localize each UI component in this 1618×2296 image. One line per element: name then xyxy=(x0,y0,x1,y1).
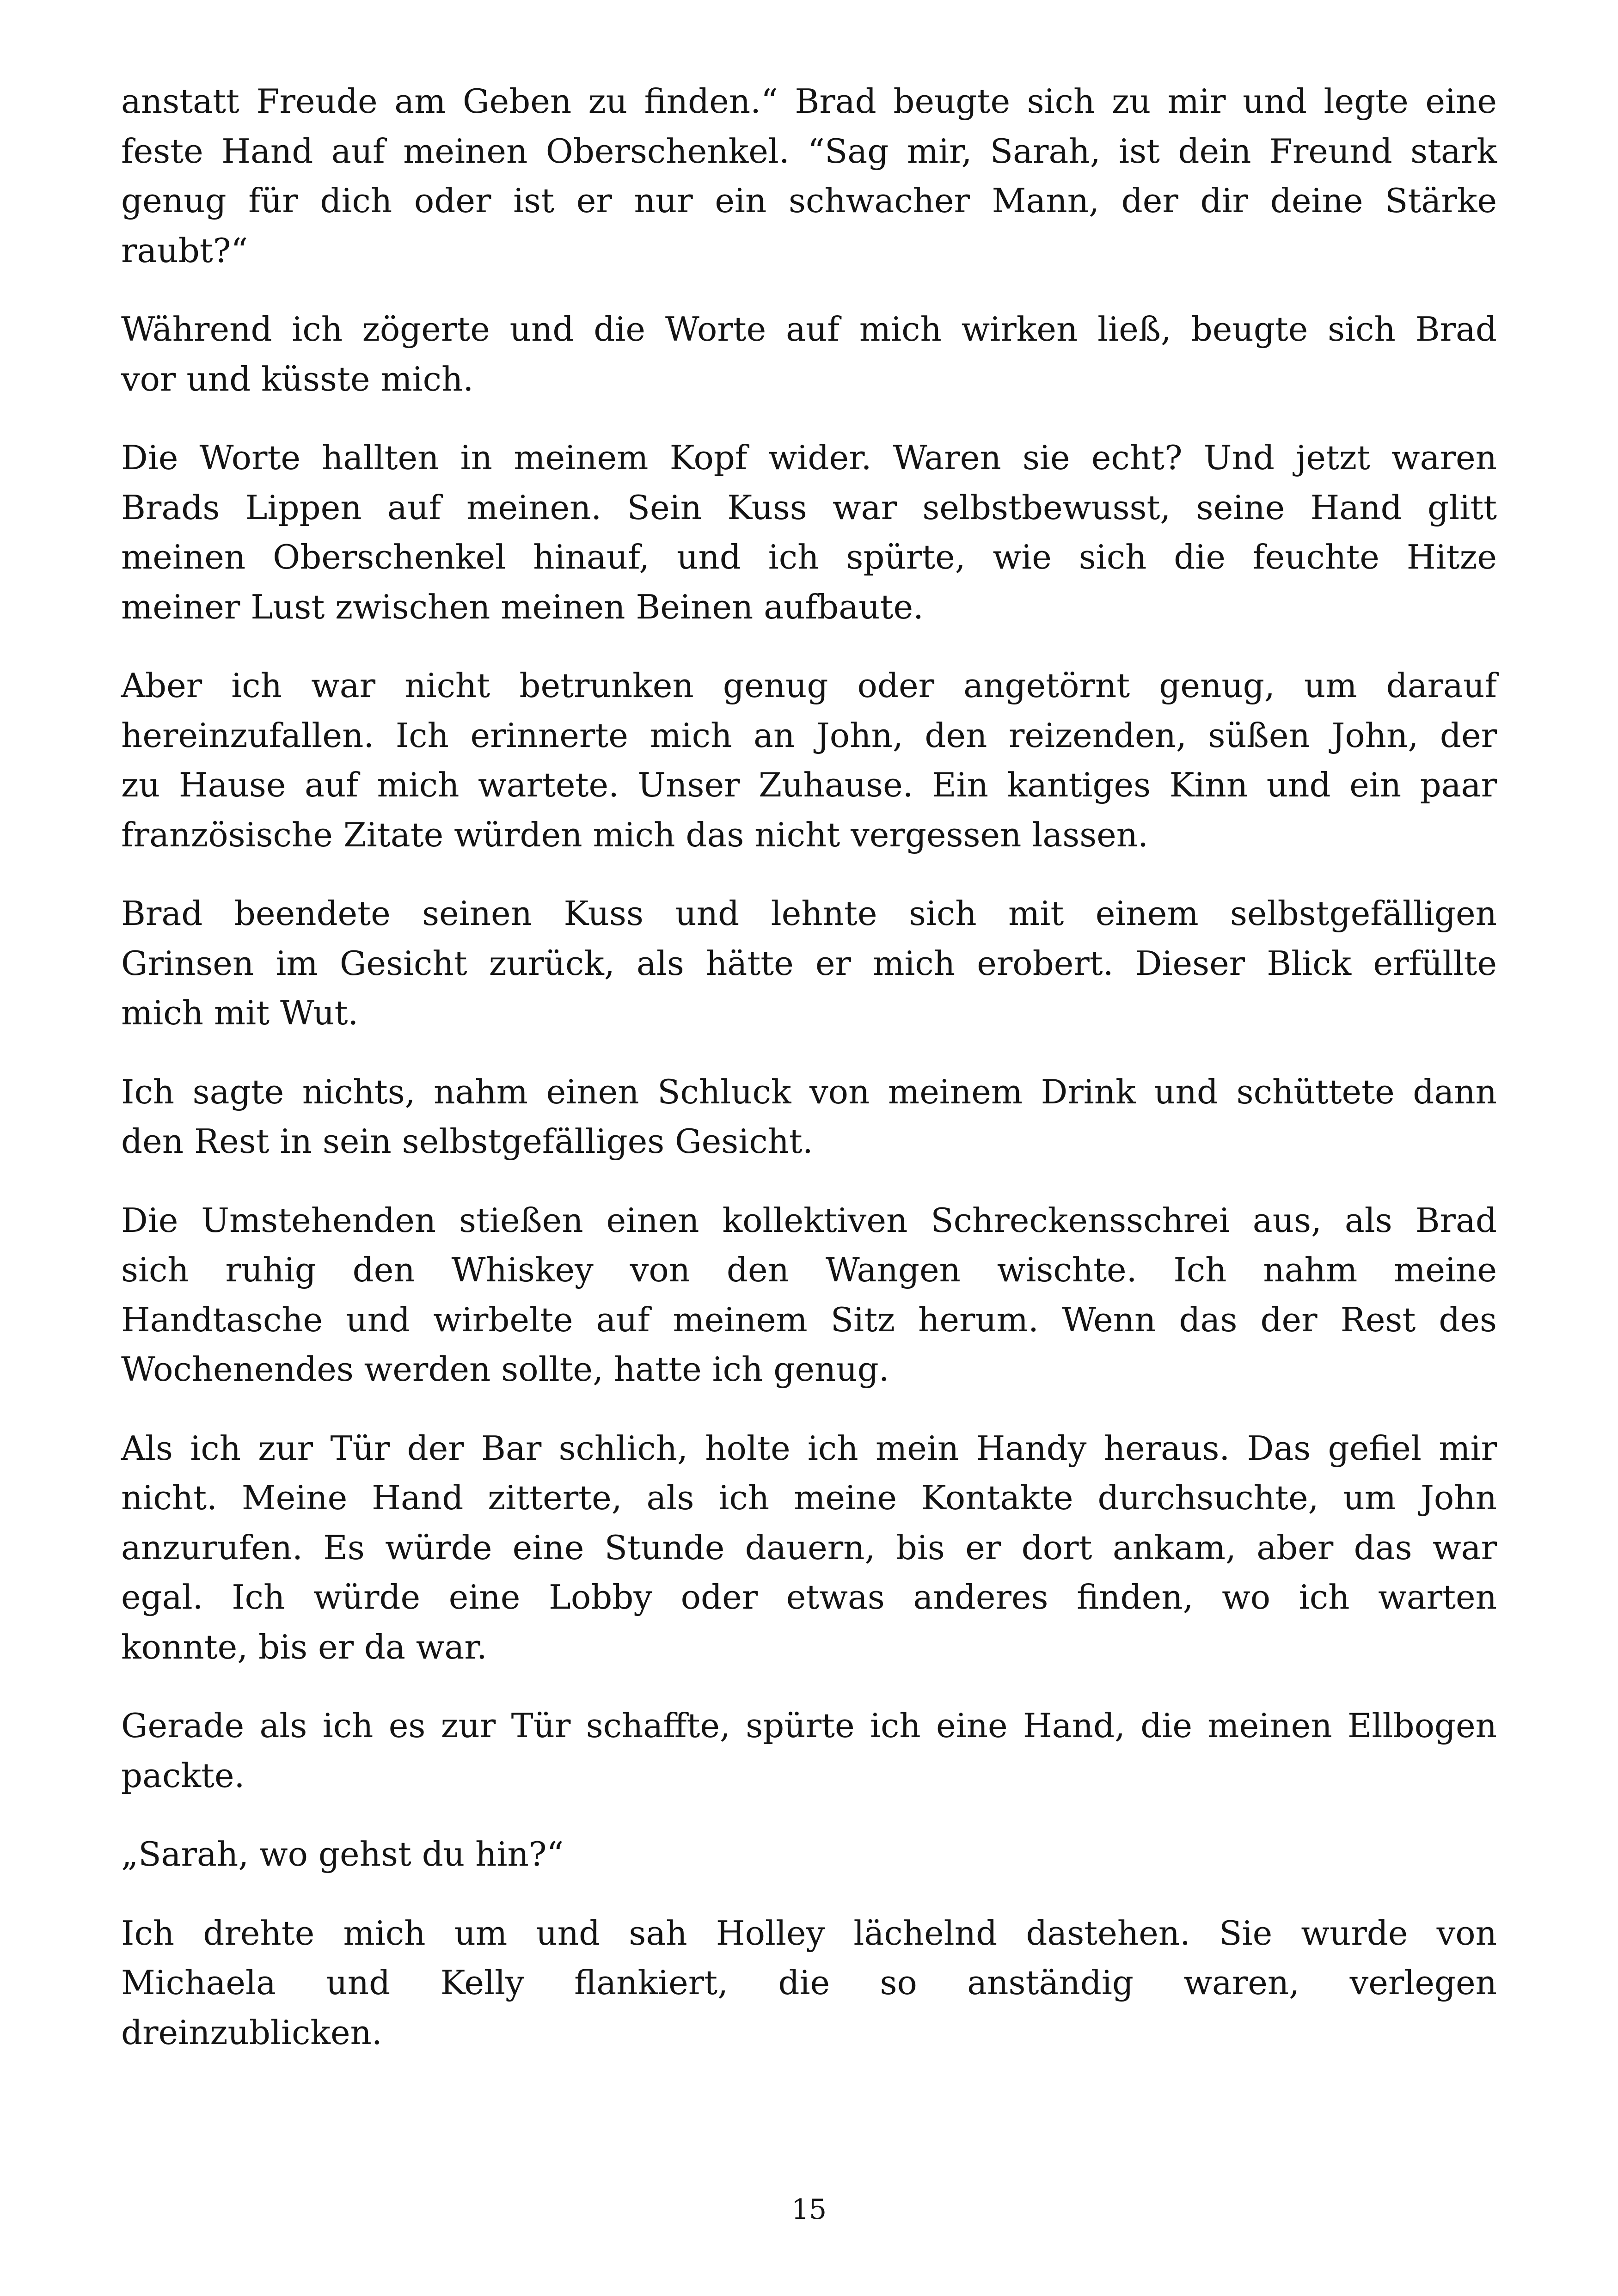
text-line: hereinzufallen. Ich erinnerte mich an John, den reizenden, süßen John, der xyxy=(121,716,1497,755)
paragraph xyxy=(121,77,1497,276)
text-line: Handtasche und wirbelte auf meinem Sitz herum. Wenn das der Rest des xyxy=(121,1300,1497,1339)
text-line: Aber ich war nicht betrunken genug oder angetörnt genug, um darauf xyxy=(121,666,1497,705)
text-line: Brad beendete seinen Kuss und lehnte sich mit einem selbstgefälligen xyxy=(121,894,1497,933)
paragraph xyxy=(121,1909,1497,2058)
text-line: Während ich zögerte und die Worte auf mich wirken ließ, beugte sich Brad xyxy=(121,310,1497,349)
text-line: mich mit Wut. xyxy=(121,993,359,1032)
paragraph xyxy=(121,889,1497,1038)
text-line: meiner Lust zwischen meinen Beinen aufbaute. xyxy=(121,587,924,626)
text-line: egal. Ich würde eine Lobby oder etwas anderes finden, wo ich warten xyxy=(121,1578,1497,1616)
text-line: Als ich zur Tür der Bar schlich, holte ich mein Handy heraus. Das gefiel mir xyxy=(121,1428,1497,1468)
text-line: vor und küsste mich. xyxy=(121,359,474,398)
text-line: Grinsen im Gesicht zurück, als hätte er mich erobert. Dieser Blick erfüllte xyxy=(121,943,1497,983)
body-text xyxy=(121,77,1497,2087)
text-line: nicht. Meine Hand zitterte, als ich meine Kontakte durchsuchte, um John xyxy=(121,1478,1497,1517)
paragraph xyxy=(121,1196,1497,1395)
paragraph xyxy=(121,1424,1497,1672)
text-line: Ich sagte nichts, nahm einen Schluck von meinem Drink und schüttete dann xyxy=(121,1072,1497,1111)
text-line: Ich drehte mich um und sah Holley lächelnd dastehen. Sie wurde von xyxy=(121,1913,1497,1953)
text-line: anzurufen. Es würde eine Stunde dauern, bis er dort ankam, aber das war xyxy=(121,1528,1497,1567)
text-line: feste Hand auf meinen Oberschenkel. “Sag mir, Sarah, ist dein Freund stark xyxy=(121,131,1497,171)
paragraph xyxy=(121,1701,1497,1800)
text-line: konnte, bis er da war. xyxy=(121,1627,487,1666)
text-line: raubt?“ xyxy=(121,231,248,270)
paragraph xyxy=(121,1830,1497,1880)
paragraph xyxy=(121,1067,1497,1167)
text-line: sich ruhig den Whiskey von den Wangen wischte. Ich nahm meine xyxy=(121,1250,1497,1289)
paragraph xyxy=(121,433,1497,632)
text-line: französische Zitate würden mich das nicht vergessen lassen. xyxy=(121,815,1149,854)
text-line: Michaela und Kelly flankiert, die so anständig waren, verlegen xyxy=(121,1963,1497,2002)
text-line: Wochenendes werden sollte, hatte ich genug. xyxy=(121,1350,889,1389)
text-line: dreinzublicken. xyxy=(121,2013,382,2052)
text-line: Brads Lippen auf meinen. Sein Kuss war selbstbewusst, seine Hand glitt xyxy=(121,488,1497,527)
paragraph xyxy=(121,305,1497,404)
text-line: packte. xyxy=(121,1756,245,1795)
text-line: meinen Oberschenkel hinauf, und ich spürte, wie sich die feuchte Hitze xyxy=(121,538,1497,576)
text-line: „Sarah, wo gehst du hin?“ xyxy=(121,1835,564,1874)
text-line: zu Hause auf mich wartete. Unser Zuhause. Ein kantiges Kinn und ein paar xyxy=(121,765,1497,804)
text-line: anstatt Freude am Geben zu finden.“ Brad beugte sich zu mir und legte eine xyxy=(121,82,1497,121)
text-line: Die Umstehenden stießen einen kollektiven Schreckensschrei aus, als Brad xyxy=(121,1200,1497,1240)
text-line: den Rest in sein selbstgefälliges Gesicht. xyxy=(121,1122,813,1161)
text-line: Die Worte hallten in meinem Kopf wider. Waren sie echt? Und jetzt waren xyxy=(121,438,1497,477)
text-line: Gerade als ich es zur Tür schaffte, spürte ich eine Hand, die meinen Ellbogen xyxy=(121,1706,1497,1745)
page-number: 15 xyxy=(791,2193,827,2226)
paragraph xyxy=(121,661,1497,860)
text-line: genug für dich oder ist er nur ein schwacher Mann, der dir deine Stärke xyxy=(121,181,1497,220)
